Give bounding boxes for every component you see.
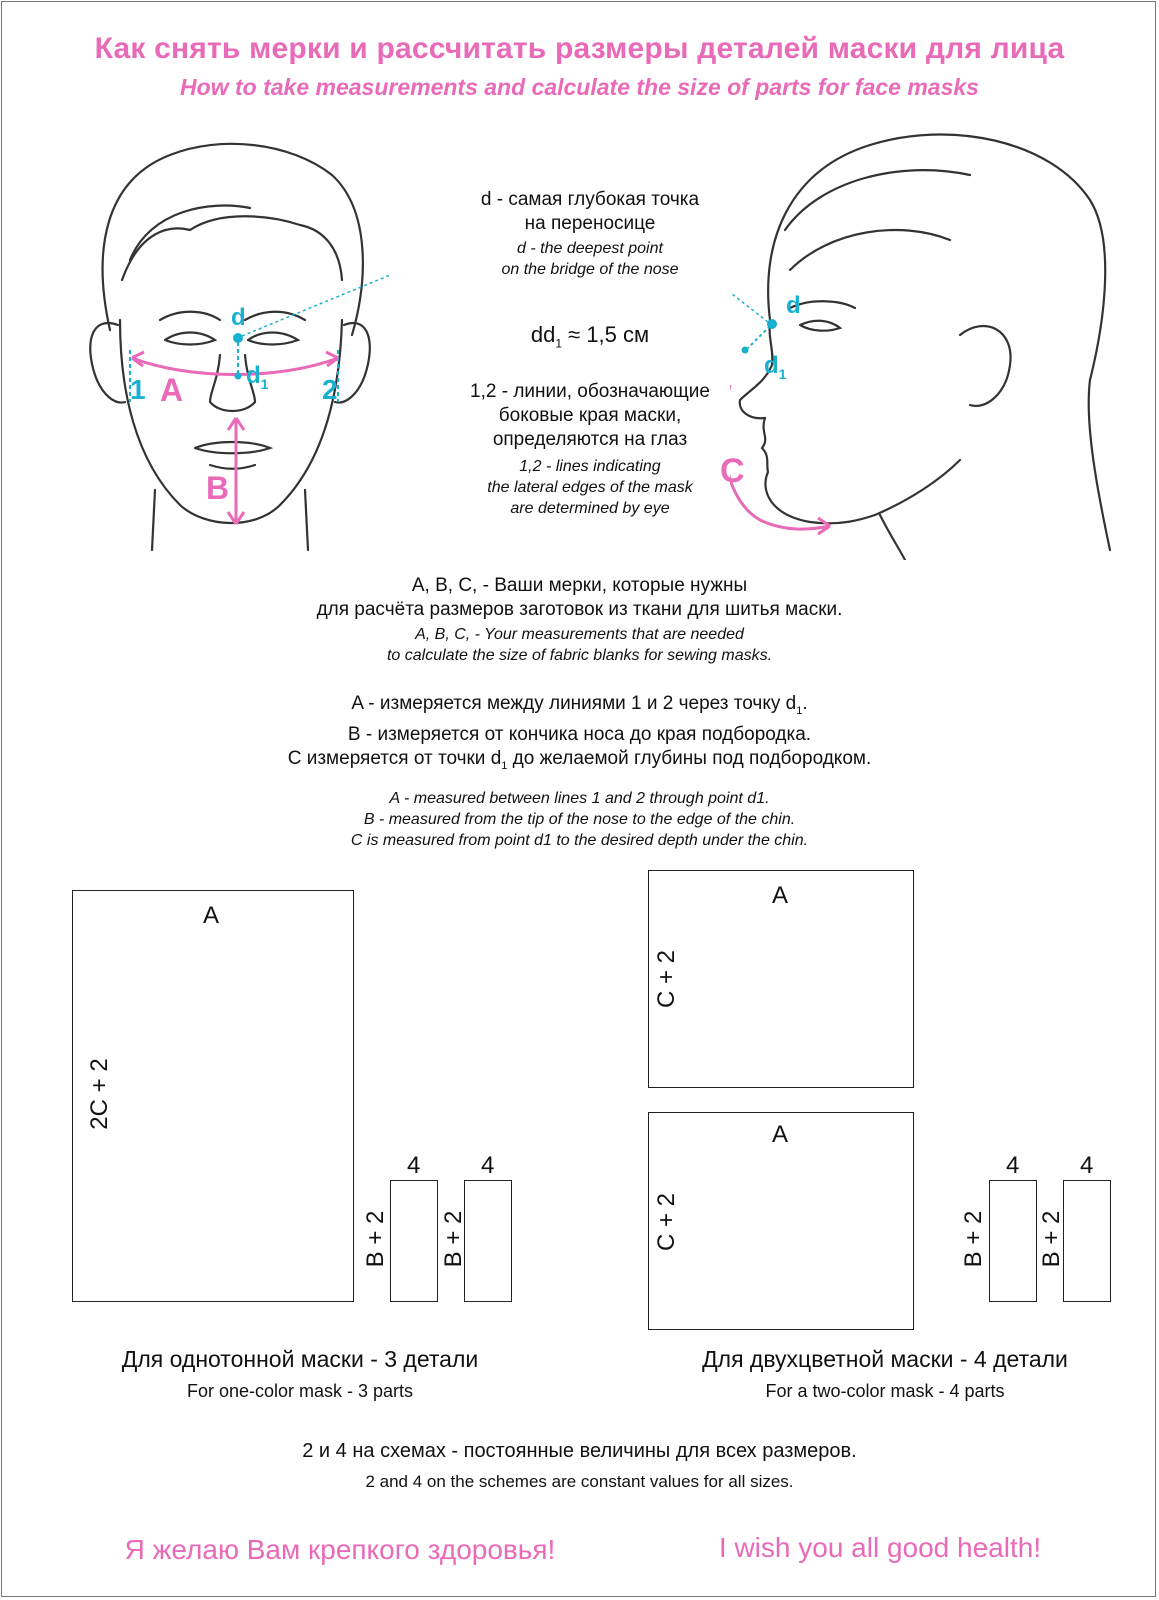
measure-a-label: A <box>160 372 184 408</box>
two-color-strap-1-side-label: B + 2 <box>960 1210 987 1268</box>
one-color-strap-1-top-label: 4 <box>407 1152 421 1179</box>
two-color-caption-en: For a two-color mask - 4 parts <box>765 1381 1005 1401</box>
line-1-label: 1 <box>130 374 146 405</box>
measure-c-label: C <box>720 452 745 490</box>
wish-en: I wish you all good health! <box>718 1532 1042 1563</box>
one-color-main-top-label: A <box>203 902 220 929</box>
line-2-label: 2 <box>322 374 338 405</box>
d-note: d - самая глубокая точка на переносице d - the deepest point on the bridge of the nose <box>480 189 700 278</box>
point-d-label: d <box>231 304 246 331</box>
wish-ru: Я желаю Вам крепкого здоровья! <box>124 1534 556 1565</box>
two-color-strap-1-top-label: 4 <box>1006 1152 1020 1179</box>
constants-note-ru: 2 и 4 на схемах - постоянные величины для всех размеров. <box>302 1440 857 1462</box>
measurements-ru: A - измеряется между линиями 1 и 2 через точку $d_1$. B - измеряется от кончика носа до края подбородка. С измеряется от точки $d_1$ до желаемой глубины под подбородком. <box>287 693 872 772</box>
two-color-top-top-label: A <box>772 882 789 909</box>
dd1-distance-note: $dd_1 \approx 1,5$ см <box>530 322 650 351</box>
two-color-strap-1 <box>989 1180 1037 1302</box>
constants-note-en: 2 and 4 on the schemes are constant values for all sizes. <box>365 1472 794 1491</box>
measure-b-label: B <box>206 470 230 506</box>
page-title-ru: Как снять мерки и рассчитать размеры деталей маски для лица <box>94 32 1065 65</box>
one-color-strap-2 <box>464 1180 512 1302</box>
one-color-strap-2-side-label: B + 2 <box>440 1210 467 1268</box>
profile-d-label: d <box>786 292 801 319</box>
one-color-main-panel <box>72 890 354 1302</box>
one-color-caption-en: For one-color mask - 3 parts <box>186 1381 414 1401</box>
two-color-strap-2-side-label: B + 2 <box>1038 1210 1065 1268</box>
page-title-en: How to take measurements and calculate the size of parts for face masks <box>180 74 979 100</box>
lines-note: 1,2 - линии, обозначающие боковые края маски, определяются на глаз 1,2 - lines indicating the lateral edges of the mask are determined by eye <box>470 381 710 517</box>
one-color-main-side-label: 2C + 2 <box>86 1058 113 1130</box>
measurements-intro: A, B, C, - Ваши мерки, которые нужны для расчёта размеров заготовок из ткани для шитья маски. A, B, C, - Your measurements that are needed to calculate the size of fabric blanks for sewing masks. <box>316 575 843 664</box>
point-d1-label: $d_1$ <box>246 362 269 392</box>
one-color-strap-1-side-label: B + 2 <box>362 1210 389 1268</box>
two-color-strap-2 <box>1063 1180 1111 1302</box>
profile-d1-label: $d_1$ <box>764 352 787 382</box>
two-color-bottom-side-label: C + 2 <box>653 1192 680 1252</box>
front-face-illustration <box>70 130 390 560</box>
two-color-top-side-label: C + 2 <box>653 949 680 1009</box>
profile-face-illustration <box>730 120 1130 560</box>
two-color-strap-2-top-label: 4 <box>1080 1152 1094 1179</box>
one-color-strap-2-top-label: 4 <box>481 1152 495 1179</box>
two-color-caption-ru: Для двухцветной маски - 4 детали <box>702 1346 1068 1372</box>
one-color-caption-ru: Для однотонной маски - 3 детали <box>121 1346 479 1372</box>
measurements-en: A - measured between lines 1 and 2 through point d1. B - measured from the tip of the nose to the edge of the chin. C is measured from point d1 to the desired depth under the chin. <box>350 790 809 849</box>
one-color-strap-1 <box>390 1180 438 1302</box>
two-color-bottom-top-label: A <box>772 1121 789 1148</box>
